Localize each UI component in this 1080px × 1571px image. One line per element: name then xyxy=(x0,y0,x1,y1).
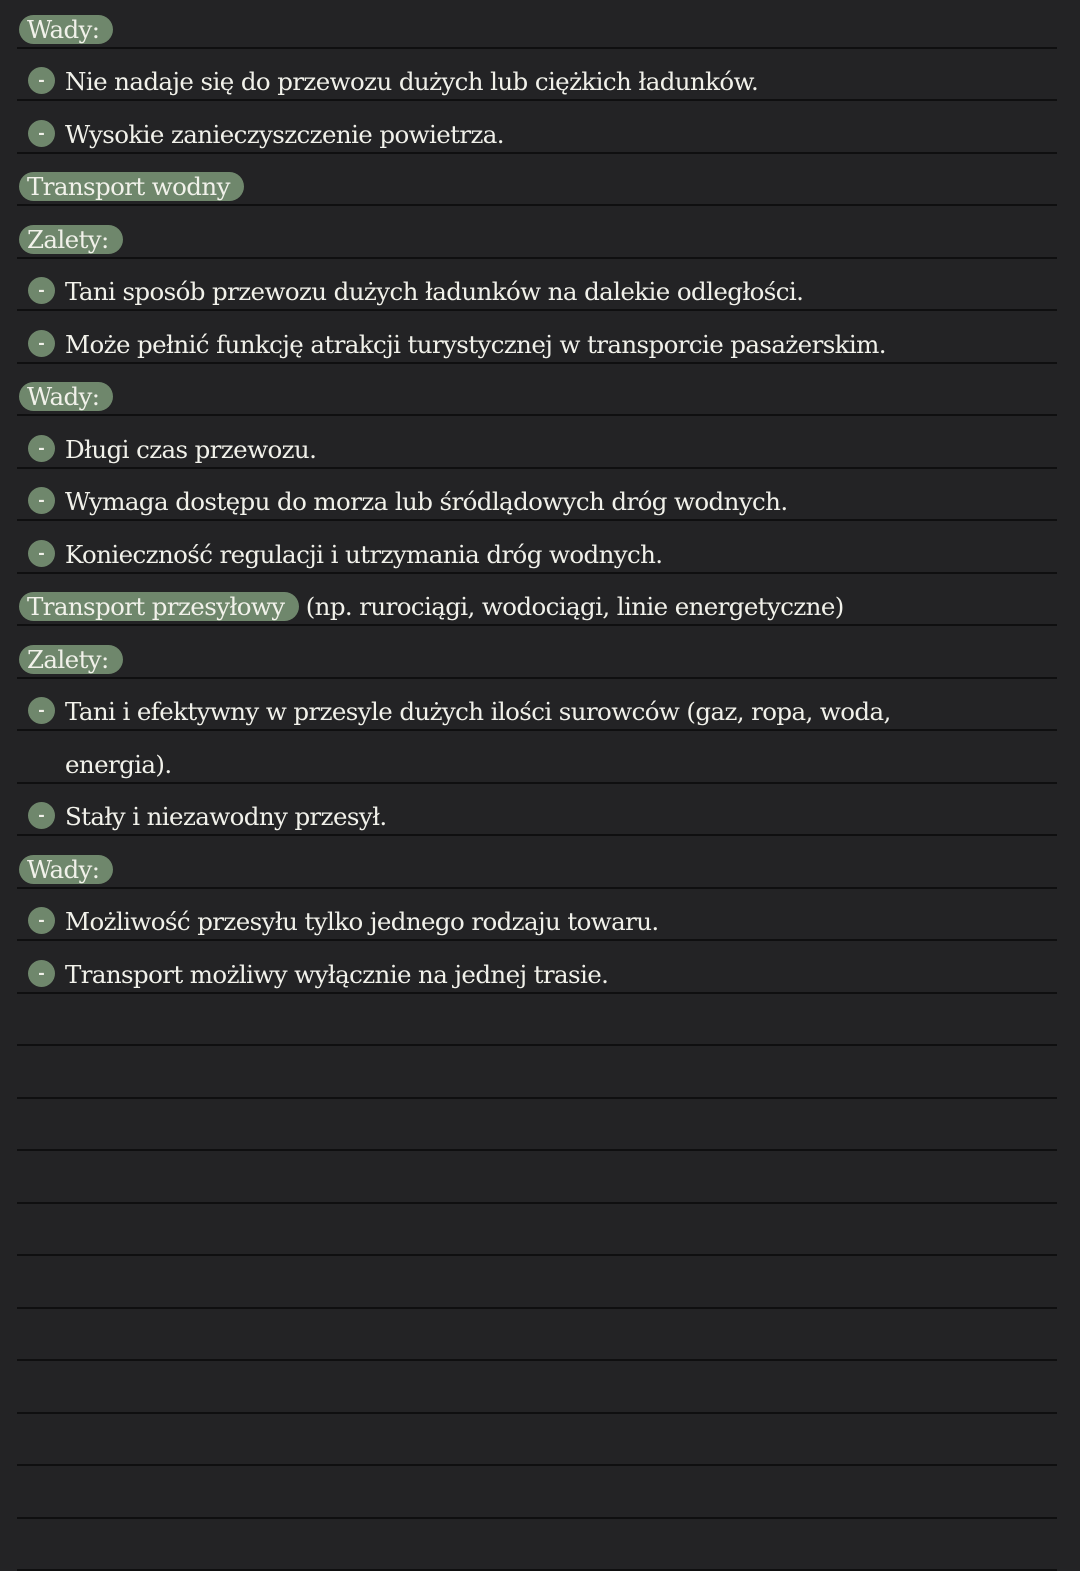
heading-line xyxy=(17,574,1057,627)
line-text xyxy=(27,225,123,255)
heading-line xyxy=(17,154,1057,207)
empty-ruled-line xyxy=(17,1414,1057,1467)
bullet-text: Transport możliwy wyłącznie na jednej trasie. xyxy=(65,960,608,990)
minus-circle-icon: - xyxy=(28,960,55,987)
bullet-text: Może pełnić funkcję atrakcji turystycznej w transporcie pasażerskim. xyxy=(65,330,886,360)
empty-ruled-line xyxy=(17,1099,1057,1152)
section-heading: Transport przesyłowy xyxy=(19,592,299,621)
minus-circle-icon: - xyxy=(28,802,55,829)
line-text xyxy=(27,855,113,885)
bullet-line xyxy=(17,469,1057,522)
bullet-text: Długi czas przewozu. xyxy=(65,435,316,465)
minus-circle-icon: - xyxy=(28,67,55,94)
section-label: Zalety: xyxy=(19,645,123,674)
bullet-text: Tani i efektywny w przesyle dużych ilości surowców (gaz, ropa, woda, xyxy=(65,697,891,727)
minus-circle-icon: - xyxy=(28,487,55,514)
empty-ruled-line xyxy=(17,1046,1057,1099)
bullet-text: Wysokie zanieczyszczenie powietrza. xyxy=(65,120,504,150)
bullet-line xyxy=(17,941,1057,994)
notebook-page xyxy=(17,0,1057,1571)
cont-line xyxy=(17,731,1057,784)
label-line xyxy=(17,836,1057,889)
label-line xyxy=(17,626,1057,679)
bullet-line xyxy=(17,784,1057,837)
section-label: Wady: xyxy=(19,382,113,411)
section-label: Zalety: xyxy=(19,225,123,254)
bullet-text: energia). xyxy=(65,750,172,780)
bullet-text: Nie nadaje się do przewozu dużych lub ciężkich ładunków. xyxy=(65,67,758,97)
bullet-text: Stały i niezawodny przesył. xyxy=(65,802,387,832)
bullet-text: Tani sposób przewozu dużych ładunków na dalekie odległości. xyxy=(65,277,803,307)
empty-ruled-line xyxy=(17,994,1057,1047)
section-label: Wady: xyxy=(19,855,113,884)
empty-ruled-line xyxy=(17,1466,1057,1519)
bullet-text: Wymaga dostępu do morza lub śródlądowych dróg wodnych. xyxy=(65,487,788,517)
minus-circle-icon: - xyxy=(28,697,55,724)
bullet-line xyxy=(17,521,1057,574)
line-text xyxy=(27,592,844,622)
bullet-line xyxy=(17,889,1057,942)
empty-ruled-line xyxy=(17,1361,1057,1414)
line-text xyxy=(27,382,113,412)
empty-ruled-line xyxy=(17,1204,1057,1257)
minus-circle-icon: - xyxy=(28,435,55,462)
bullet-line xyxy=(17,49,1057,102)
empty-ruled-line xyxy=(17,1256,1057,1309)
section-label: Wady: xyxy=(19,15,113,44)
minus-circle-icon: - xyxy=(28,540,55,567)
empty-ruled-line xyxy=(17,1151,1057,1204)
label-line xyxy=(17,206,1057,259)
bullet-line xyxy=(17,259,1057,312)
minus-circle-icon: - xyxy=(28,330,55,357)
empty-ruled-line xyxy=(17,1309,1057,1362)
bullet-text: Konieczność regulacji i utrzymania dróg wodnych. xyxy=(65,540,663,570)
bullet-line xyxy=(17,416,1057,469)
minus-circle-icon: - xyxy=(28,120,55,147)
label-line xyxy=(17,0,1057,49)
bullet-text: Możliwość przesyłu tylko jednego rodzaju towaru. xyxy=(65,907,659,937)
line-text xyxy=(27,15,113,45)
minus-circle-icon: - xyxy=(28,277,55,304)
bullet-line xyxy=(17,101,1057,154)
empty-ruled-line xyxy=(17,1519,1057,1571)
line-text xyxy=(27,172,244,202)
heading-note: (np. rurociągi, wodociągi, linie energetyczne) xyxy=(299,592,844,621)
minus-circle-icon: - xyxy=(28,907,55,934)
label-line xyxy=(17,364,1057,417)
line-text xyxy=(27,645,123,675)
bullet-line xyxy=(17,679,1057,732)
section-heading: Transport wodny xyxy=(19,172,244,201)
bullet-line xyxy=(17,311,1057,364)
